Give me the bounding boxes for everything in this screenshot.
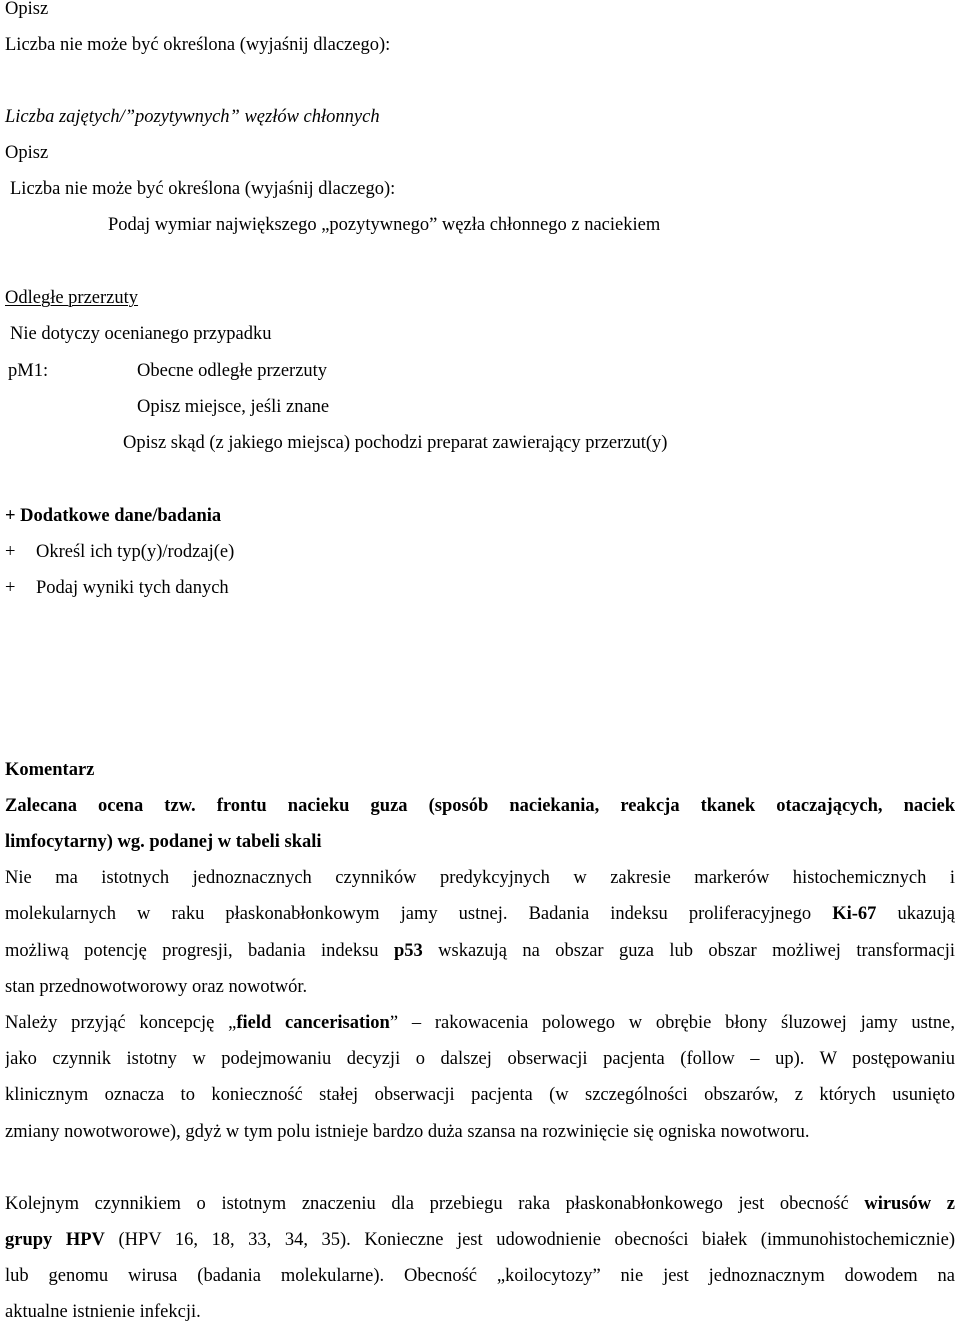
- recommendation-line-1: Zalecana ocena tzw. frontu nacieku guza (sposób naciekania, reakcja tkanek otaczających, naciek: [5, 796, 955, 816]
- plus-marker-1: +: [5, 542, 16, 562]
- hpv-viruses-term: wirusów z: [864, 1194, 955, 1214]
- paragraph-2-line-1: Należy przyjąć koncepcję „field cancerisation” – rakowacenia polowego w obrębie błony śluzowej jamy ustne,: [5, 1013, 955, 1033]
- paragraph-3-line-1: Kolejnym czynnikiem o istotnym znaczeniu dla przebiegu raka płaskonabłonkowego jest obecność wirusów z: [5, 1194, 955, 1214]
- comment-title: Komentarz: [5, 760, 95, 780]
- distant-metastases-title: Odległe przerzuty: [5, 288, 139, 308]
- paragraph-1-line-1: Nie ma istotnych jednoznacznych czynników predykcyjnych w zakresie markerów histochemicznych i: [5, 868, 955, 888]
- cannot-determine-text: Liczba nie może być określona (wyjaśnij dlaczego):: [5, 35, 391, 55]
- paragraph-2-line-4: zmiany nowotworowe), gdyż w tym polu istnieje bardzo duża szansa na rozwinięcie się ogniska nowotworu.: [5, 1122, 810, 1142]
- p53-marker: p53: [393, 941, 423, 961]
- plus-marker-2: +: [5, 578, 16, 598]
- paragraph-1-line-4: stan przednowotworowy oraz nowotwór.: [5, 977, 308, 997]
- paragraph-1-line-3: możliwą potencję progresji, badania indeksu p53 wskazują na obszar guza lub obszar możliwej transformacji: [5, 941, 955, 961]
- paragraph-2-line-3: klinicznym oznacza to konieczność stałej obserwacji pacjenta (w szczególności obszarów, z których usunięto: [5, 1085, 955, 1105]
- hpv-group-term: grupy HPV: [5, 1230, 105, 1250]
- pm1-label: pM1:: [8, 361, 49, 381]
- additional-item-results: Podaj wyniki tych danych: [36, 578, 229, 598]
- paragraph-3-line-3: lub genomu wirusa (badania molekularne). Obecność „koilocytozy” nie jest jednoznacznym dowodem na: [5, 1266, 955, 1286]
- lymph-nodes-opisz: Opisz: [5, 143, 49, 163]
- largest-node-text: Podaj wymiar największego „pozytywnego” węzła chłonnego z naciekiem: [108, 215, 661, 235]
- lymph-nodes-cannot-determine: Liczba nie może być określona (wyjaśnij dlaczego):: [10, 179, 396, 199]
- metastases-present-text: Obecne odległe przerzuty: [137, 361, 328, 381]
- opisz-label: Opisz: [5, 0, 49, 19]
- additional-data-title: + Dodatkowe dane/badania: [5, 506, 222, 526]
- paragraph-3-line-2: grupy HPV (HPV 16, 18, 33, 34, 35). Konieczne jest udowodnienie obecności białek (immunohistochemicznie): [5, 1230, 955, 1250]
- lymph-nodes-title: Liczba zajętych/”pozytywnych” węzłów chłonnych: [5, 107, 380, 127]
- paragraph-2-line-2: jako czynnik istotny w podejmowaniu decyzji o dalszej obserwacji pacjenta (follow – up). W postępowaniu: [5, 1049, 955, 1069]
- ki67-marker: Ki-67: [832, 904, 877, 924]
- field-cancerisation-term: field cancerisation: [236, 1013, 390, 1033]
- paragraph-1-line-2: molekularnych w raku płaskonabłonkowym jamy ustnej. Badania indeksu proliferacyjnego Ki-67 ukazują: [5, 904, 955, 924]
- metastases-location-text: Opisz miejsce, jeśli znane: [137, 397, 330, 417]
- additional-item-type: Określ ich typ(y)/rodzaj(e): [36, 542, 235, 562]
- recommendation-line-2: limfocytarny) wg. podanej w tabeli skali: [5, 832, 322, 852]
- paragraph-3-line-4: aktualne istnienie infekcji.: [5, 1302, 201, 1322]
- metastases-source-text: Opisz skąd (z jakiego miejsca) pochodzi preparat zawierający przerzut(y): [123, 433, 668, 453]
- not-applicable-text: Nie dotyczy ocenianego przypadku: [10, 324, 272, 344]
